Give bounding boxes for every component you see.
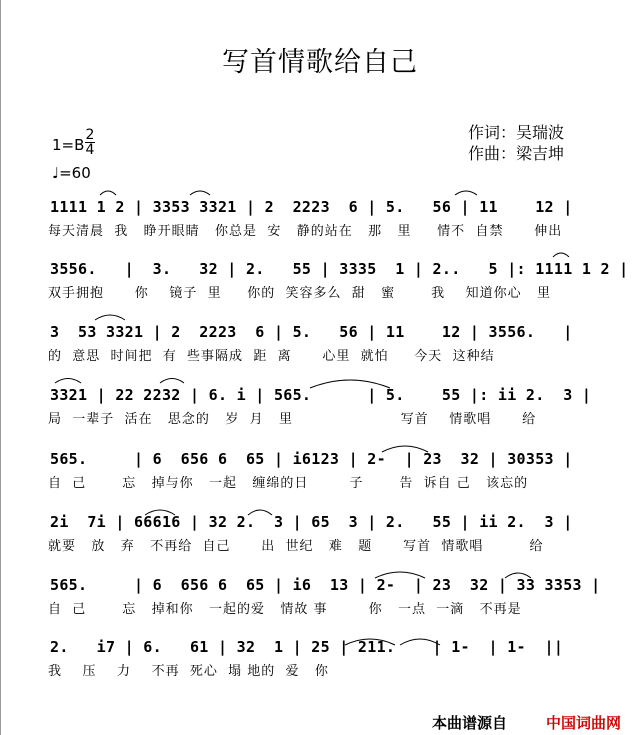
lyrics-line: 自 己 忘 掉与你 一起 缠绵的日 子 告 诉自 己 该忘的	[48, 476, 529, 491]
slur-mark	[345, 639, 395, 645]
key-signature: 1=B	[52, 136, 85, 154]
notes-line: 1111 1 2 | 3353 3321 | 2 2223 6 | 5. 56 | 11 12 |	[50, 198, 573, 216]
slur-mark	[400, 639, 440, 645]
time-bottom: 4	[85, 142, 95, 158]
slur-mark	[382, 446, 428, 452]
composer: 作曲：梁吉坤	[468, 144, 565, 163]
slur-mark	[160, 379, 184, 384]
lyrics-line: 局 一辈子 活在 思念的 岁 月 里 写首 情歌唱 给	[48, 412, 537, 427]
slur-mark	[100, 191, 116, 195]
slur-mark	[190, 191, 210, 195]
notes-line: 2i 7i | 66616 | 32 2. 3 | 65 3 | 2. 55 | ii 2. 3 |	[50, 513, 573, 531]
slur-mark	[553, 253, 569, 257]
slur-mark	[505, 573, 531, 578]
lyricist: 作词：吴瑞波	[468, 123, 565, 142]
notes-line: 3 53 3321 | 2 2223 6 | 5. 56 | 11 12 | 3556. |	[50, 323, 573, 341]
notes-line: 565. | 6 656 6 65 | i6123 | 2- | 23 32 | 30353 |	[50, 450, 573, 468]
time-top: 2	[85, 127, 95, 143]
slur-mark	[55, 379, 81, 384]
notes-line: 3321 | 22 2232 | 6. i | 565. | 5. 55 |: ii 2. 3 |	[50, 386, 592, 404]
slur-mark	[145, 510, 175, 515]
slur-mark	[375, 572, 425, 578]
slur-mark	[455, 191, 477, 195]
source-site[interactable]: 中国词曲网	[546, 714, 622, 732]
tempo-value: =60	[59, 164, 91, 182]
lyrics-line: 我 压 力 不再 死心 塌 地的 爱 你	[48, 664, 329, 679]
notes-line: 565. | 6 656 6 65 | i6 13 | 2- | 23 32 | 33 3353 |	[50, 576, 601, 594]
slur-mark	[310, 380, 390, 388]
lyrics-line: 就要 放 弃 不再给 自己 出 世纪 难 题 写首 情歌唱 给	[48, 539, 544, 554]
slur-mark	[95, 315, 125, 320]
notes-line: 3556. | 3. 32 | 2. 55 | 3335 1 | 2.. 5 |: 1111 1 2 |	[50, 260, 629, 278]
song-title: 写首情歌给自己	[222, 47, 418, 78]
lyrics-line: 每天清晨 我 睁开眼睛 你总是 安 静的站在 那 里 情不 自禁 伸出	[48, 224, 563, 239]
notes-line: 2. i7 | 6. 61 | 32 1 | 25 | 211. | 1- | 1- ||	[50, 638, 564, 656]
source-label: 本曲谱源自	[432, 714, 508, 732]
quarter-note-icon: ♩	[52, 164, 60, 182]
slur-mark	[248, 510, 272, 515]
lyrics-line: 自 己 忘 掉和你 一起的爱 情故 事 你 一点 一滴 不再是	[48, 602, 522, 617]
lyrics-line: 的 意思 时间把 有 些事隔成 距 离 心里 就怕 今天 这种结	[48, 349, 495, 364]
lyrics-line: 双手拥抱 你 镜子 里 你的 笑容多么 甜 蜜 我 知道你心 里	[48, 286, 552, 301]
